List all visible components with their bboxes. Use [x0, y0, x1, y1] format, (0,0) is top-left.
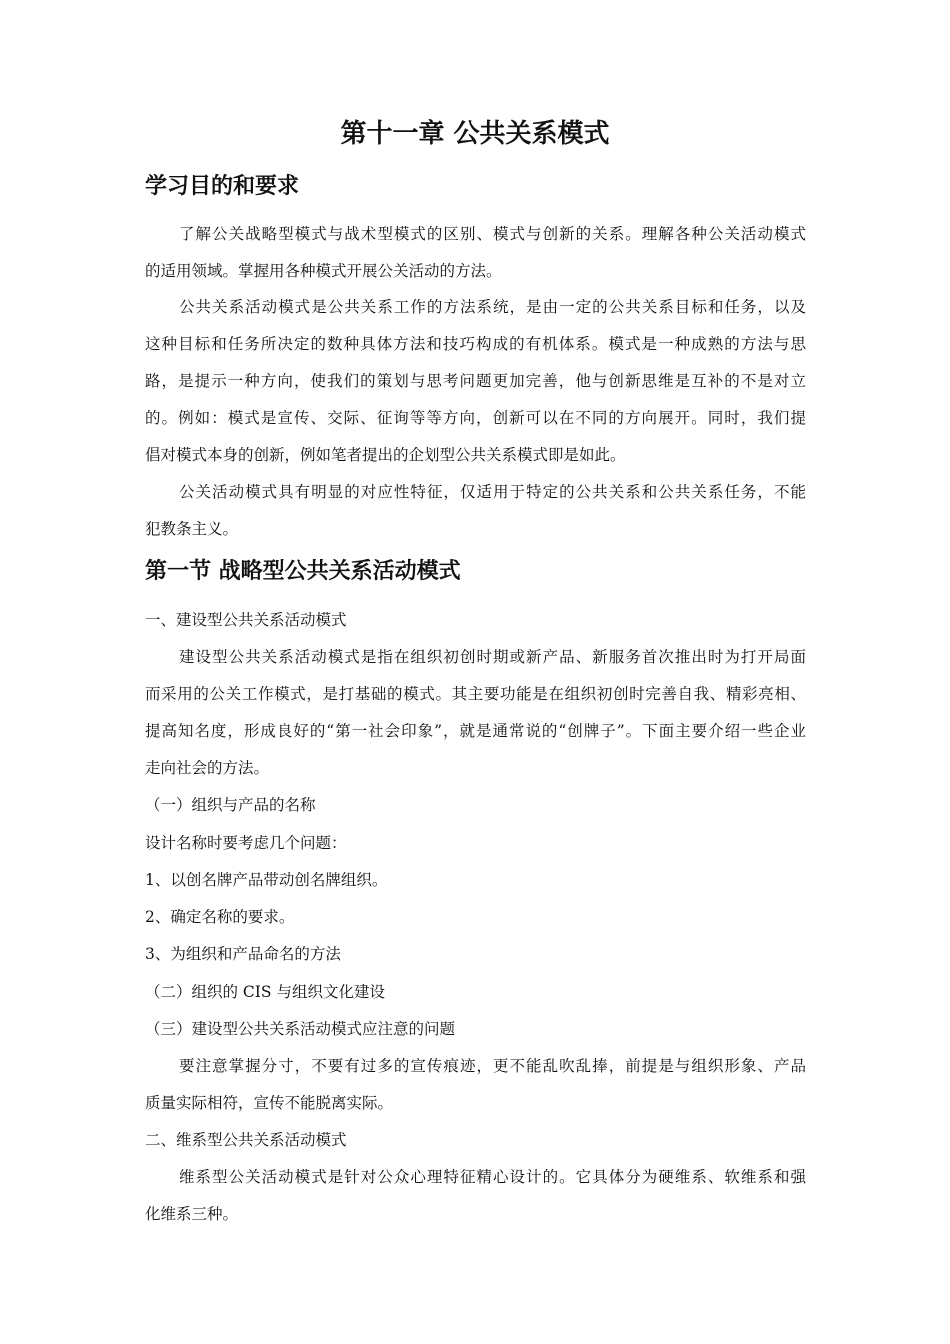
objectives-p2-line: 倡对模式本身的创新，例如笔者提出的企划型公共关系模式即是如此。	[145, 446, 626, 464]
section-one-heading: 第一节 战略型公共关系活动模式	[145, 558, 461, 584]
objectives-p1-line: 的适用领域。掌握用各种模式开展公关活动的方法。	[145, 262, 502, 280]
sub2-para-line: 化维系三种。	[145, 1205, 239, 1223]
objectives-heading: 学习目的和要求	[145, 173, 300, 199]
objectives-p2-line: 这种目标和任务所决定的数种具体方法和技巧构成的有机体系。模式是一种成熟的方法与思	[145, 335, 806, 353]
item-heading: （一）组织与产品的名称	[145, 796, 316, 814]
sub1-para-line: 而采用的公关工作模式，是打基础的模式。其主要功能是在组织初创时完善自我、精彩亮相、	[145, 685, 806, 703]
subsection-heading: 一、建设型公共关系活动模式	[145, 611, 347, 629]
objectives-p3-line: 公关活动模式具有明显的对应性特征，仅适用于特定的公共关系和公共关系任务，不能	[179, 483, 806, 501]
item-c-para-line: 质量实际相符，宣传不能脱离实际。	[145, 1094, 394, 1112]
subsection-heading: 二、维系型公共关系活动模式	[145, 1131, 347, 1149]
item-heading: （二）组织的 CIS 与组织文化建设	[145, 983, 385, 1001]
sub1-para-line: 走向社会的方法。	[145, 759, 270, 777]
sub1-para-line: 提高知名度，形成良好的“第一社会印象”，就是通常说的“创牌子”。下面主要介绍一些企业	[145, 722, 806, 740]
list-item: 3、为组织和产品命名的方法	[145, 945, 341, 963]
item-intro: 设计名称时要考虑几个问题：	[145, 834, 347, 852]
sub2-para-line: 维系型公关活动模式是针对公众心理特征精心设计的。它具体分为硬维系、软维系和强	[179, 1168, 806, 1186]
objectives-p2-line: 公共关系活动模式是公共关系工作的方法系统，是由一定的公共关系目标和任务，以及	[179, 298, 806, 316]
objectives-p2-line: 的。例如：模式是宣传、交际、征询等等方向，创新可以在不同的方向展开。同时，我们提	[145, 409, 806, 427]
sub1-para-line: 建设型公共关系活动模式是指在组织初创时期或新产品、新服务首次推出时为打开局面	[179, 648, 806, 666]
list-item: 1、以创名牌产品带动创名牌组织。	[145, 871, 388, 889]
objectives-p3-line: 犯教条主义。	[145, 520, 239, 538]
list-item: 2、确定名称的要求。	[145, 908, 295, 926]
objectives-p2-line: 路，是提示一种方向，使我们的策划与思考问题更加完善，他与创新思维是互补的不是对立	[145, 372, 806, 390]
item-heading: （三）建设型公共关系活动模式应注意的问题	[145, 1020, 456, 1038]
item-c-para-line: 要注意掌握分寸，不要有过多的宣传痕迹，更不能乱吹乱捧，前提是与组织形象、产品	[179, 1057, 806, 1075]
objectives-p1-line: 了解公关战略型模式与战术型模式的区别、模式与创新的关系。理解各种公关活动模式	[179, 225, 806, 243]
chapter-title: 第十一章 公共关系模式	[340, 119, 610, 149]
